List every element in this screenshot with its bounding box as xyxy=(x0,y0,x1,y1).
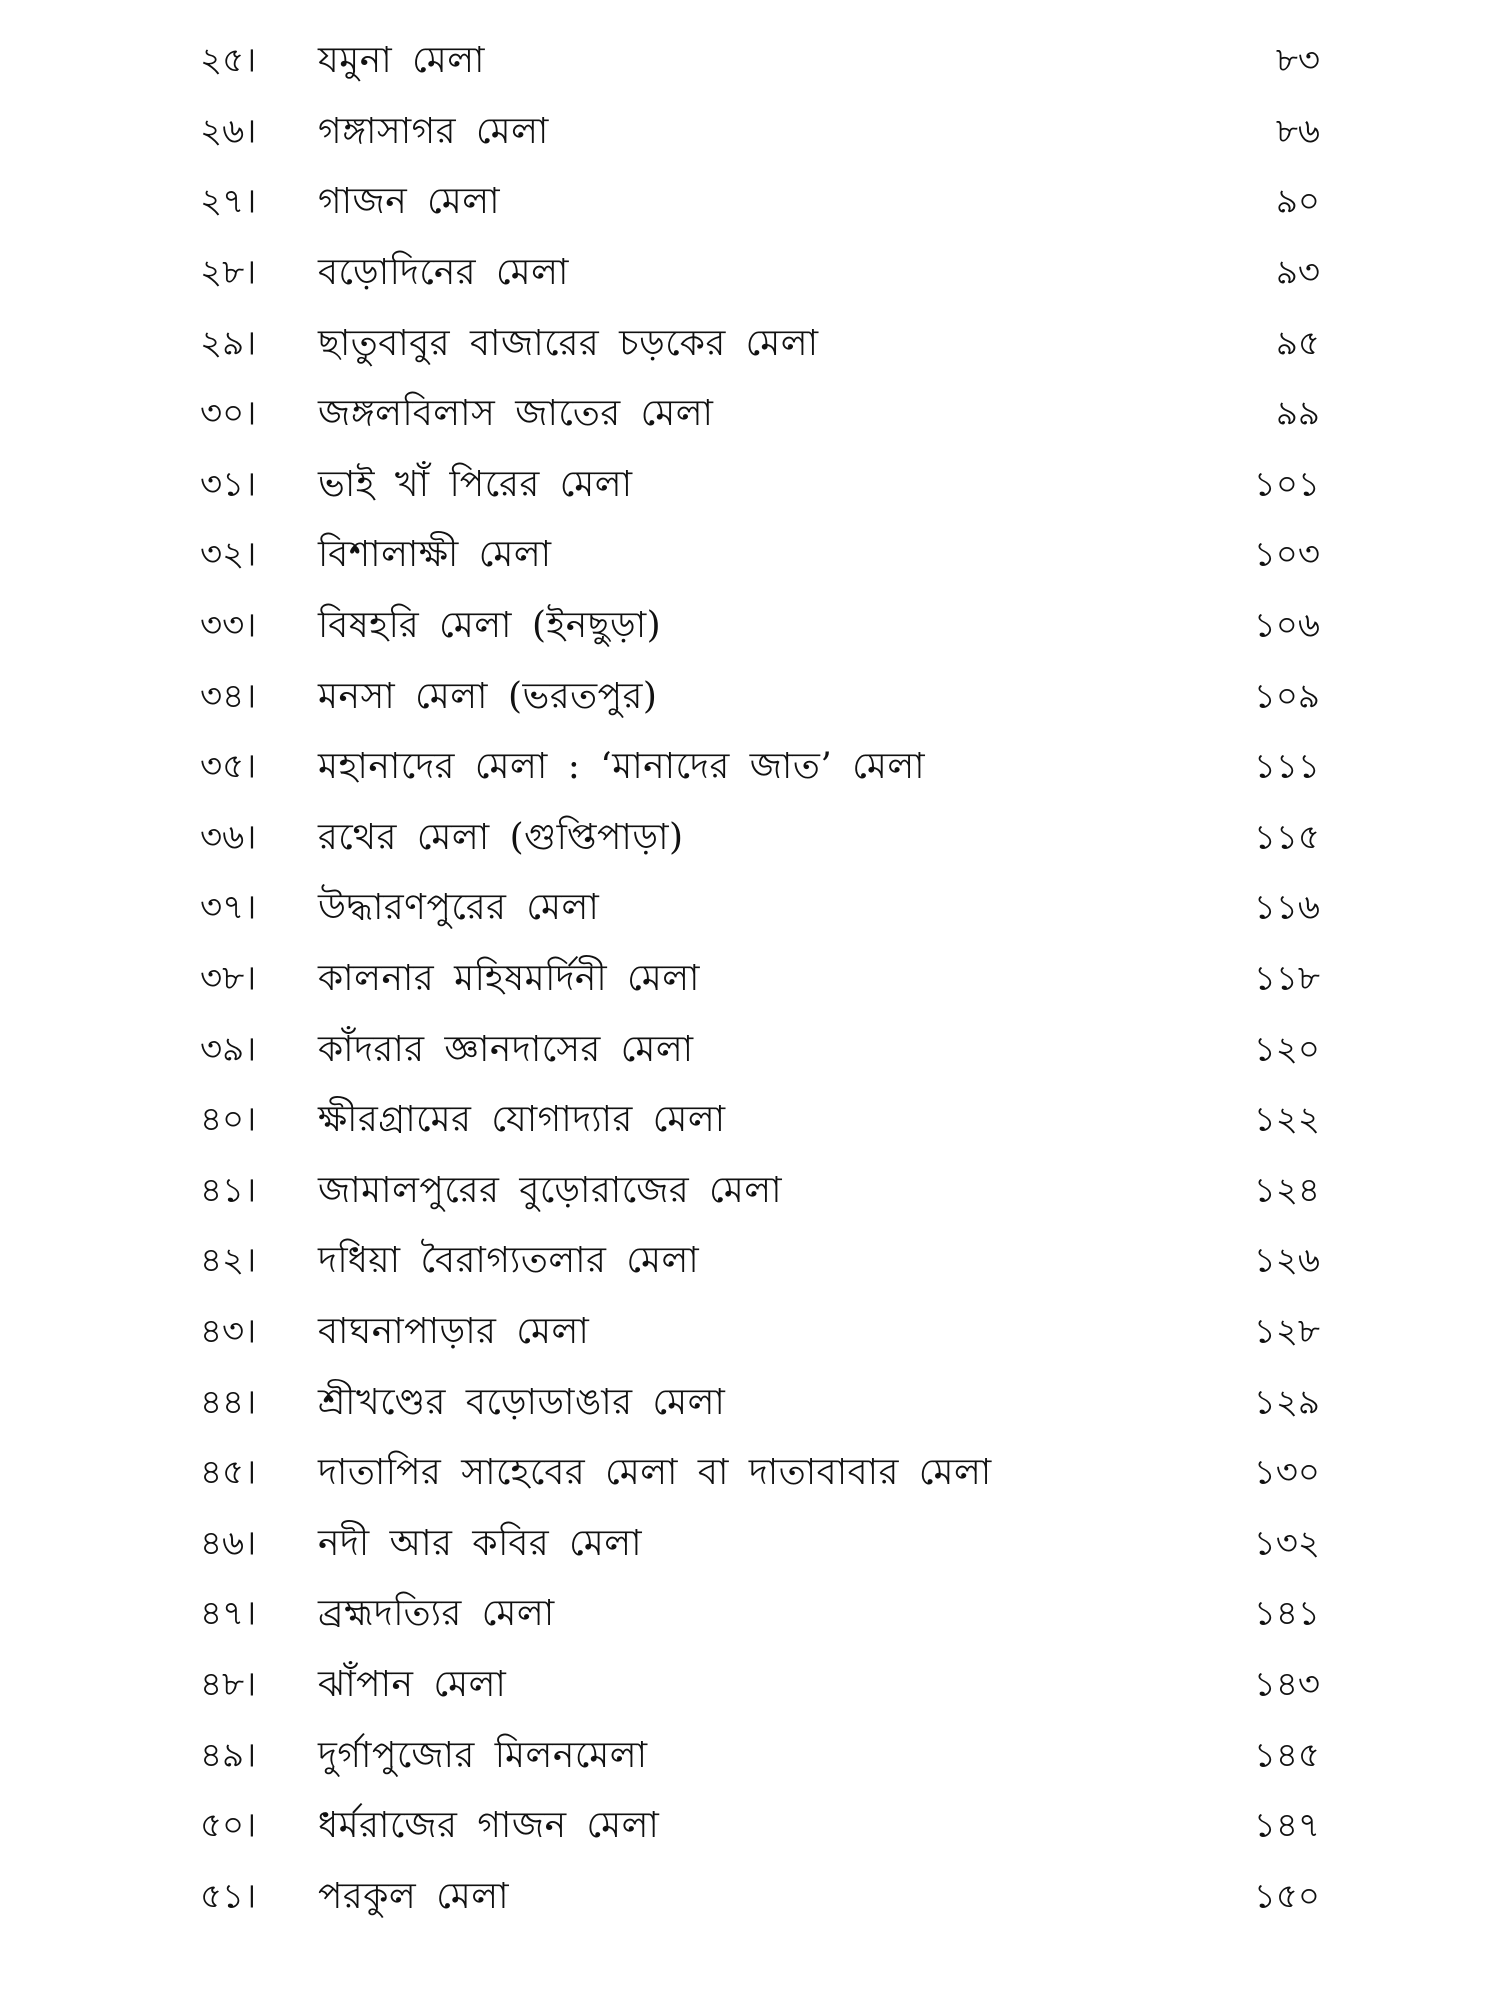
entry-page-number: ৯৩ xyxy=(1275,252,1320,293)
entry-page-number: ৯৯ xyxy=(1275,393,1320,434)
entry-number: ৪০। xyxy=(200,1099,257,1140)
entry-number: ৩৩। xyxy=(200,605,257,646)
entry-page-number: ১০৯ xyxy=(1253,676,1320,717)
entry-number: ৩৪। xyxy=(200,676,257,717)
entry-title: কালনার মহিষমর্দিনী মেলা xyxy=(318,958,700,1000)
entry-title: দাতাপির সাহেবের মেলা বা দাতাবাবার মেলা xyxy=(318,1452,992,1494)
entry-page-number: ৯৫ xyxy=(1275,323,1320,364)
entry-number: ৩৮। xyxy=(200,958,257,999)
entry-title: বিষহরি মেলা (ইনছুড়া) xyxy=(318,605,662,647)
entry-number: ৪৫। xyxy=(200,1452,257,1493)
toc-entry xyxy=(0,663,1500,734)
toc-entry xyxy=(0,1652,1500,1723)
entry-number: ৪৯। xyxy=(200,1735,257,1776)
toc-entry xyxy=(0,1087,1500,1158)
toc-entry xyxy=(0,381,1500,452)
entry-number: ৩৫। xyxy=(200,746,257,787)
entry-page-number: ১০১ xyxy=(1253,464,1320,505)
toc-entry xyxy=(0,946,1500,1017)
entry-page-number: ১৩০ xyxy=(1253,1452,1320,1493)
entry-number: ৩১। xyxy=(200,464,257,505)
entry-page-number: ১১৫ xyxy=(1253,817,1320,858)
entry-number: ২৮। xyxy=(200,252,257,293)
entry-title: ঝাঁপান মেলা xyxy=(318,1663,507,1705)
entry-title: দধিয়া বৈরাগ্যতলার মেলা xyxy=(318,1240,700,1282)
entry-number: ৩৬। xyxy=(200,817,257,858)
toc-entry xyxy=(0,1581,1500,1652)
entry-page-number: ১৪৩ xyxy=(1253,1664,1320,1705)
toc-entry xyxy=(0,1440,1500,1511)
toc-entry xyxy=(0,805,1500,876)
entry-title: ক্ষীরগ্রামের যোগাদ্যার মেলা xyxy=(318,1099,726,1141)
entry-title: বাঘনাপাড়ার মেলা xyxy=(318,1310,590,1352)
entry-page-number: ১৫০ xyxy=(1253,1876,1320,1917)
entry-title: বিশালাক্ষী মেলা xyxy=(318,534,552,576)
toc-entry xyxy=(0,1863,1500,1934)
entry-page-number: ৮৬ xyxy=(1275,111,1320,152)
toc-entry xyxy=(0,1793,1500,1864)
entry-title: কাঁদরার জ্ঞানদাসের মেলা xyxy=(318,1028,694,1070)
entry-page-number: ১২৪ xyxy=(1253,1170,1320,1211)
toc-entry xyxy=(0,99,1500,170)
entry-number: ৪৪। xyxy=(200,1382,257,1423)
entry-number: ৪৮। xyxy=(200,1664,257,1705)
entry-page-number: ১০৩ xyxy=(1253,534,1320,575)
entry-title: গঙ্গাসাগর মেলা xyxy=(318,110,549,152)
entry-number: ৪৬। xyxy=(200,1523,257,1564)
entry-page-number: ১১৮ xyxy=(1253,958,1320,999)
toc-entry xyxy=(0,240,1500,311)
entry-title: ভাই খাঁ পিরের মেলা xyxy=(318,463,633,505)
toc-entry xyxy=(0,1510,1500,1581)
entry-title: শ্রীখণ্ডের বড়োডাঙার মেলা xyxy=(318,1381,726,1423)
toc-entry xyxy=(0,1228,1500,1299)
toc-entry xyxy=(0,1369,1500,1440)
entry-page-number: ৮৩ xyxy=(1275,40,1320,81)
entry-title: মহানাদের মেলা : ‘মানাদের জাত’ মেলা xyxy=(318,746,926,788)
entry-title: গাজন মেলা xyxy=(318,181,501,223)
entry-number: ২৬। xyxy=(200,111,257,152)
entry-page-number: ১৪৫ xyxy=(1253,1735,1320,1776)
entry-title: যমুনা মেলা xyxy=(318,40,485,82)
toc-entry xyxy=(0,169,1500,240)
entry-number: ৫০। xyxy=(200,1805,257,1846)
entry-page-number: ১২৮ xyxy=(1253,1311,1320,1352)
entry-page-number: ১৪৭ xyxy=(1253,1805,1320,1846)
entry-page-number: ১১১ xyxy=(1253,746,1320,787)
entry-page-number: ১১৬ xyxy=(1253,887,1320,928)
entry-number: ৪১। xyxy=(200,1170,257,1211)
entry-number: ২৭। xyxy=(200,181,257,222)
entry-number: ৩৭। xyxy=(200,887,257,928)
table-of-contents xyxy=(0,28,1500,1934)
entry-title: জঙ্গলবিলাস জাতের মেলা xyxy=(318,393,714,435)
entry-page-number: ১২৯ xyxy=(1253,1382,1320,1423)
entry-title: পরকুল মেলা xyxy=(318,1875,510,1917)
entry-title: মনসা মেলা (ভরতপুর) xyxy=(318,675,658,717)
entry-title: ধর্মরাজের গাজন মেলা xyxy=(318,1805,660,1847)
entry-title: ব্রহ্মদত্যির মেলা xyxy=(318,1593,555,1635)
entry-title: জামালপুরের বুড়োরাজের মেলা xyxy=(318,1169,783,1211)
entry-page-number: ৯০ xyxy=(1275,181,1320,222)
entry-page-number: ১২৬ xyxy=(1253,1240,1320,1281)
entry-number: ৪২। xyxy=(200,1240,257,1281)
entry-page-number: ১২০ xyxy=(1253,1029,1320,1070)
entry-title: দুর্গাপুজোর মিলনমেলা xyxy=(318,1734,648,1776)
entry-title: উদ্ধারণপুরের মেলা xyxy=(318,887,600,929)
toc-entry xyxy=(0,1016,1500,1087)
toc-entry xyxy=(0,875,1500,946)
entry-number: ৩৯। xyxy=(200,1029,257,1070)
entry-page-number: ১৩২ xyxy=(1253,1523,1320,1564)
entry-page-number: ১৪১ xyxy=(1253,1593,1320,1634)
entry-number: ৩০। xyxy=(200,393,257,434)
toc-entry xyxy=(0,734,1500,805)
toc-entry xyxy=(0,452,1500,523)
toc-entry xyxy=(0,522,1500,593)
toc-entry xyxy=(0,1722,1500,1793)
entry-number: ৫১। xyxy=(200,1876,257,1917)
entry-number: ৪৩। xyxy=(200,1311,257,1352)
entry-number: ২৯। xyxy=(200,323,257,364)
entry-title: রথের মেলা (গুপ্তিপাড়া) xyxy=(318,816,684,858)
entry-title: ছাতুবাবুর বাজারের চড়কের মেলা xyxy=(318,322,819,364)
toc-entry xyxy=(0,28,1500,99)
entry-number: ২৫। xyxy=(200,40,257,81)
entry-title: নদী আর কবির মেলা xyxy=(318,1522,643,1564)
entry-page-number: ১০৬ xyxy=(1253,605,1320,646)
entry-title: বড়োদিনের মেলা xyxy=(318,252,569,294)
entry-number: ৩২। xyxy=(200,534,257,575)
toc-entry xyxy=(0,593,1500,664)
toc-entry xyxy=(0,1299,1500,1370)
entry-page-number: ১২২ xyxy=(1253,1099,1320,1140)
toc-entry xyxy=(0,1158,1500,1229)
entry-number: ৪৭। xyxy=(200,1593,257,1634)
toc-entry xyxy=(0,310,1500,381)
